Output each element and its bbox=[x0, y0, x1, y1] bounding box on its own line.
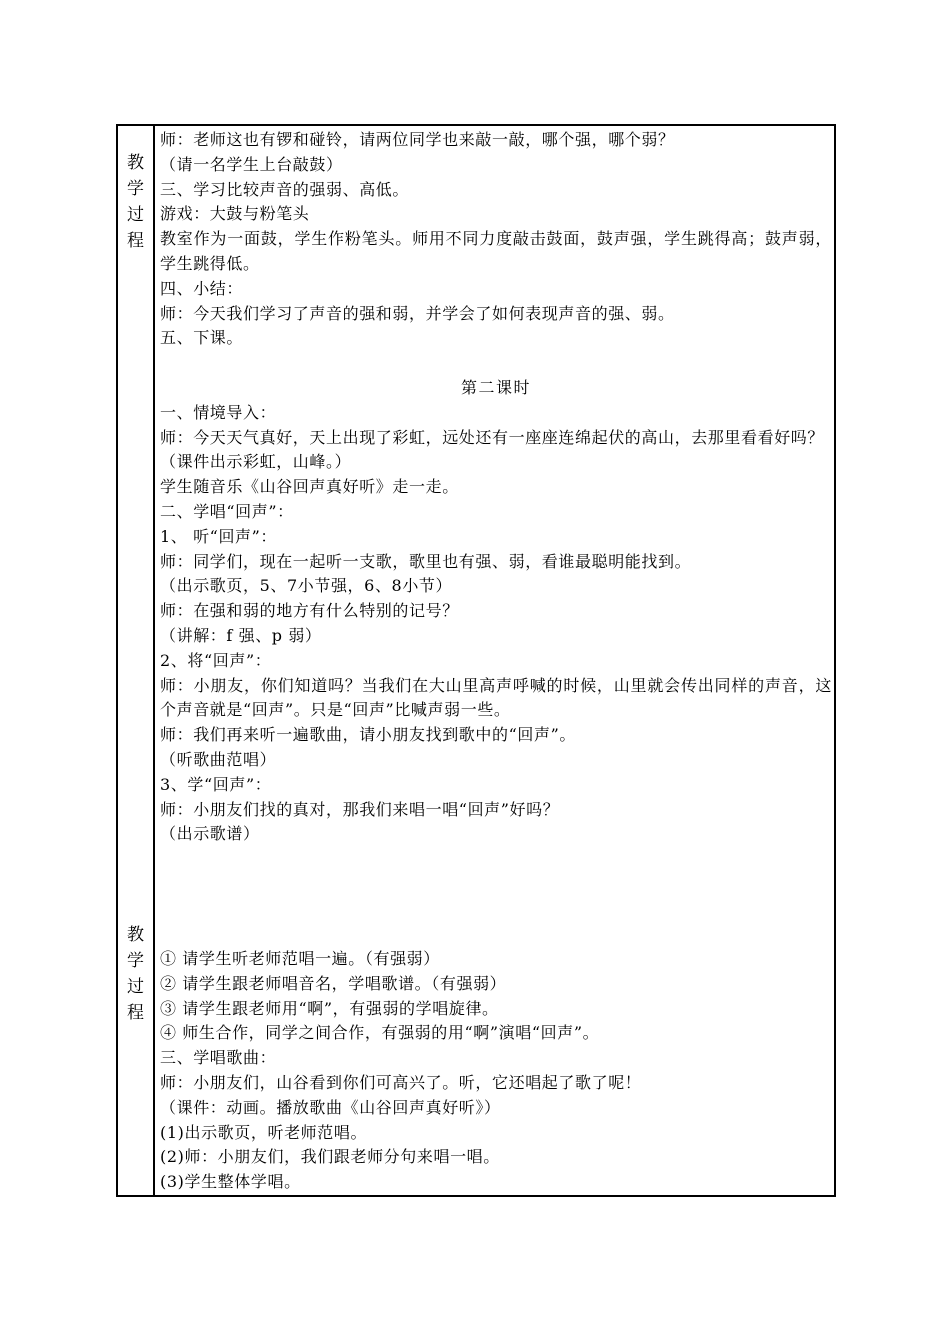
content-line: 师：老师这也有锣和碰铃，请两位同学也来敲一敲，哪个强，哪个弱？ bbox=[160, 130, 675, 149]
content-line: ③ 请学生跟老师用“啊”，有强弱的学唱旋律。 bbox=[160, 998, 499, 1018]
label-char: 程 bbox=[127, 231, 144, 251]
content-line: 师：在强和弱的地方有什么特别的记号？ bbox=[160, 601, 459, 621]
content-paragraph: 教室作为一面鼓，学生作粉笔头。师用不同力度敲击鼓面，鼓声强，学生跳得高；鼓声弱，学生跳得低。 bbox=[160, 229, 832, 273]
content-line: （请一名学生上台敲鼓） bbox=[160, 154, 343, 174]
label-teaching-process-top bbox=[118, 150, 153, 254]
content-line: ④ 师生合作，同学之间合作，有强弱的用“啊”演唱“回声”。 bbox=[160, 1023, 600, 1043]
subsection-heading: 1、 听“回声”： bbox=[160, 526, 278, 546]
content-line: (2)师：小朋友们，我们跟老师分句来唱一唱。 bbox=[160, 1147, 500, 1167]
content-line: （课件出示彩虹，山峰。） bbox=[160, 452, 352, 472]
lesson-period-title: 第二课时 bbox=[460, 377, 531, 397]
label-teaching-process-bottom bbox=[118, 922, 153, 1026]
label-char: 程 bbox=[127, 1003, 144, 1023]
content-line: 师：小朋友们，山谷看到你们可高兴了。听，它还唱起了歌了呢！ bbox=[160, 1072, 642, 1092]
subsection-heading: 3、学“回声”： bbox=[160, 774, 272, 794]
content-paragraph: 师：今天天气真好，天上出现了彩虹，远处还有一座座连绵起伏的高山，去那里看看好吗？ bbox=[160, 427, 825, 447]
content-line: 游戏：大鼓与粉笔头 bbox=[160, 204, 310, 224]
label-char: 教 bbox=[127, 153, 144, 173]
spacer bbox=[160, 351, 832, 376]
section-heading: 一、情境导入： bbox=[160, 402, 277, 422]
label-char: 过 bbox=[127, 977, 144, 997]
content-line: （出示歌页，5、7小节强，6、8小节） bbox=[160, 576, 453, 596]
content-line: 师：今天我们学习了声音的强和弱，并学会了如何表现声音的强、弱。 bbox=[160, 303, 675, 323]
section-heading: 三、学习比较声音的强弱、高低。 bbox=[160, 179, 410, 199]
section-heading: 二、学唱“回声”： bbox=[160, 501, 294, 521]
content-line: ② 请学生跟老师唱音名，学唱歌谱。（有强弱） bbox=[160, 973, 507, 993]
label-char: 教 bbox=[127, 925, 144, 945]
lesson-content-continued bbox=[160, 947, 832, 1195]
content-line: （讲解：f 强、p 弱） bbox=[160, 625, 322, 645]
label-char: 过 bbox=[127, 205, 144, 225]
section-heading: 五、下课。 bbox=[160, 328, 244, 348]
content-line: （出示歌谱） bbox=[160, 824, 260, 844]
content-line: (1)出示歌页，听老师范唱。 bbox=[160, 1122, 368, 1142]
content-line: (3)学生整体学唱。 bbox=[160, 1172, 301, 1192]
subsection-heading: 2、将“回声”： bbox=[160, 650, 272, 670]
content-line: 学生随音乐《山谷回声真好听》走一走。 bbox=[160, 477, 459, 497]
label-char: 学 bbox=[127, 179, 144, 199]
lesson-content bbox=[160, 128, 832, 847]
label-char: 学 bbox=[127, 951, 144, 971]
column-divider bbox=[153, 124, 155, 1197]
section-heading: 四、小结： bbox=[160, 278, 244, 298]
content-line: ① 请学生听老师范唱一遍。（有强弱） bbox=[160, 949, 440, 968]
section-heading: 三、学唱歌曲： bbox=[160, 1048, 277, 1068]
content-line: 师：我们再来听一遍歌曲，请小朋友找到歌中的“回声”。 bbox=[160, 725, 576, 745]
content-line: （课件：动画。播放歌曲《山谷回声真好听》） bbox=[160, 1097, 501, 1117]
content-line: 师：小朋友们找的真对，那我们来唱一唱“回声”好吗？ bbox=[160, 799, 560, 819]
content-line: （听歌曲范唱） bbox=[160, 749, 277, 769]
content-line: 师：同学们，现在一起听一支歌，歌里也有强、弱，看谁最聪明能找到。 bbox=[160, 551, 692, 571]
content-paragraph: 师：小朋友，你们知道吗？当我们在大山里高声呼喊的时候，山里就会传出同样的声音，这个声音就是“回声”。只是“回声”比喊声弱一些。 bbox=[160, 675, 832, 720]
